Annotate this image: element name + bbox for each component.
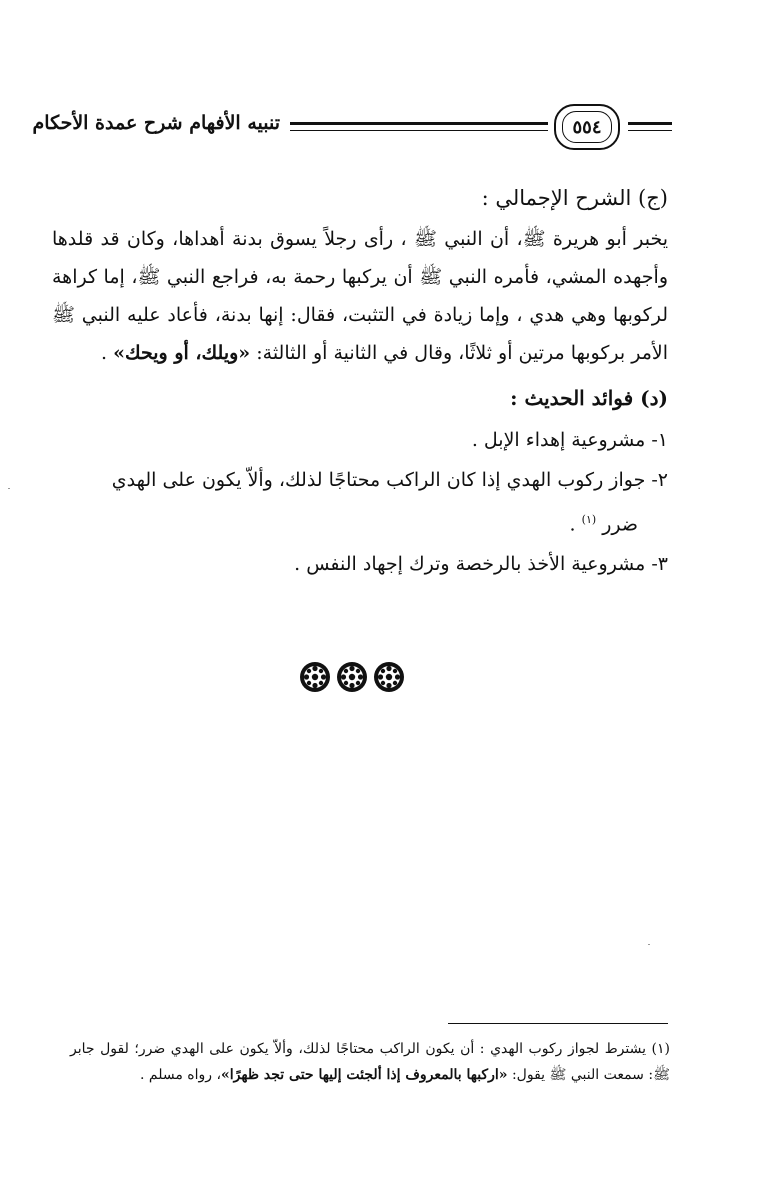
- benefit-item-2-end: .: [569, 513, 582, 536]
- footnote-text-1: (١) يشترط لجواز ركوب الهدي : أن يكون الراكب محتاجًا لذلك، وألاّ يكون على الهدي ضرر؛ لقول جابر ﷺ: سمعت النبي ﷺ يقول:: [70, 1041, 670, 1083]
- page-header: [32, 100, 672, 156]
- summary-end: .: [101, 342, 114, 364]
- flower-ornament-icon: [372, 660, 406, 694]
- page-body: [52, 176, 668, 584]
- footnote-quote: «اركبها بالمعروف إذا ألجئت إليها حتى تجد ظهرًا»: [221, 1067, 508, 1083]
- footnote-separator: [448, 1023, 668, 1024]
- page-number-frame: [554, 104, 620, 150]
- scan-speck: [648, 944, 650, 945]
- benefit-item-1: ١- مشروعية إهداء الإبل .: [471, 429, 668, 451]
- benefit-item-3: ٣- مشروعية الأخذ بالرخصة وترك إجهاد النفس .: [294, 553, 668, 576]
- scan-speck: [8, 488, 10, 489]
- running-title: تنبيه الأفهام شرح عمدة الأحكام: [32, 112, 280, 134]
- footnote-reference: (١): [581, 513, 597, 526]
- section-end-ornament: [298, 660, 406, 696]
- header-rule-short: [628, 122, 672, 131]
- header-rule-long: [290, 122, 548, 131]
- footnote: [70, 1036, 670, 1088]
- footnote-text-2: ، رواه مسلم .: [140, 1067, 222, 1083]
- page-number: ٥٥٤: [562, 111, 612, 143]
- summary-paragraph: [52, 220, 668, 372]
- summary-heading: (ج) الشرح الإجمالي :: [481, 186, 668, 210]
- flower-ornament-icon: [298, 660, 332, 694]
- flower-ornament-icon: [335, 660, 369, 694]
- benefit-item-2: ٢- جواز ركوب الهدي إذا كان الراكب محتاجًا لذلك، وألاّ يكون على الهدي: [111, 469, 668, 491]
- benefits-heading: (د) فوائد الحديث :: [510, 386, 668, 410]
- benefit-item-2-word: ضرر: [602, 513, 638, 536]
- summary-text: يخبر أبو هريرة ﷺ، أن النبي ﷺ ، رأى رجلاً يسوق بدنة أهداها، وكان قد قلدها وأجهده المشي، فأمره النبي ﷺ أن يركبها رحمة به، فراجع النبي ﷺ، إما كراهة لركوبها وهي هدي ، وإما زيادة في التثبت، فقال: إنها بدنة، فأعاد عليه النبي ﷺ الأمر بركوبها مرتين أو ثلاثًا، وقال في الثانية أو الثالثة:: [52, 228, 668, 364]
- summary-quote: «ويلك، أو ويحك»: [113, 342, 251, 364]
- benefit-item-2-continuation: [52, 500, 668, 544]
